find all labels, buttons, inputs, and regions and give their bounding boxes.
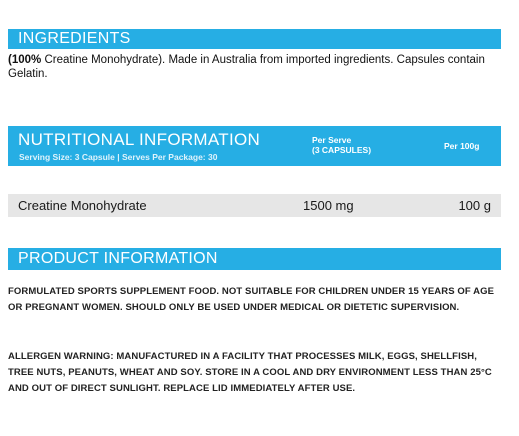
ingredients-text xyxy=(8,53,503,81)
allergen-warning-text: ALLERGEN WARNING: MANUFACTURED IN A FACILITY THAT PROCESSES MILK, EGGS, SHELLFISH, TREE NUTS, PEANUTS, WHEAT AND SOY. STORE IN A COOL AND DRY ENVIRONMENT LESS THAN 25°C AND OUT OF DIRECT SUNLIGHT. REPLACE LID IMMEDIATELY AFTER USE. xyxy=(8,351,492,394)
product-title: PRODUCT INFORMATION xyxy=(18,250,218,267)
per-serve-label: Per Serve xyxy=(312,135,352,145)
nutrition-title: NUTRITIONAL INFORMATION xyxy=(18,130,261,149)
nutrition-row-per-100g: 100 g xyxy=(458,198,491,213)
nutrition-serving-info: Serving Size: 3 Capsule | Serves Per Package: 30 xyxy=(19,152,218,162)
nutrition-row xyxy=(8,194,501,217)
ingredients-title: INGREDIENTS xyxy=(18,30,131,47)
product-header xyxy=(8,248,501,270)
per-serve-header xyxy=(312,135,371,155)
ingredients-text-bold: (100% xyxy=(8,54,42,66)
per-100g-header: Per 100g xyxy=(444,141,480,151)
nutrition-header xyxy=(8,126,501,166)
product-info-text: FORMULATED SPORTS SUPPLEMENT FOOD. NOT SUITABLE FOR CHILDREN UNDER 15 YEARS OF AGE OR PREGNANT WOMEN. SHOULD ONLY BE USED UNDER MEDICAL OR DIETETIC SUPERVISION. xyxy=(8,286,495,313)
nutrition-row-per-serve: 1500 mg xyxy=(303,198,354,213)
nutrition-row-name: Creatine Monohydrate xyxy=(18,198,147,213)
ingredients-header xyxy=(8,29,501,49)
ingredients-text-body: Creatine Monohydrate). Made in Australia from imported ingredients. Capsules contain Gelatin. xyxy=(8,54,485,80)
per-serve-capsules: (3 CAPSULES) xyxy=(312,145,372,155)
